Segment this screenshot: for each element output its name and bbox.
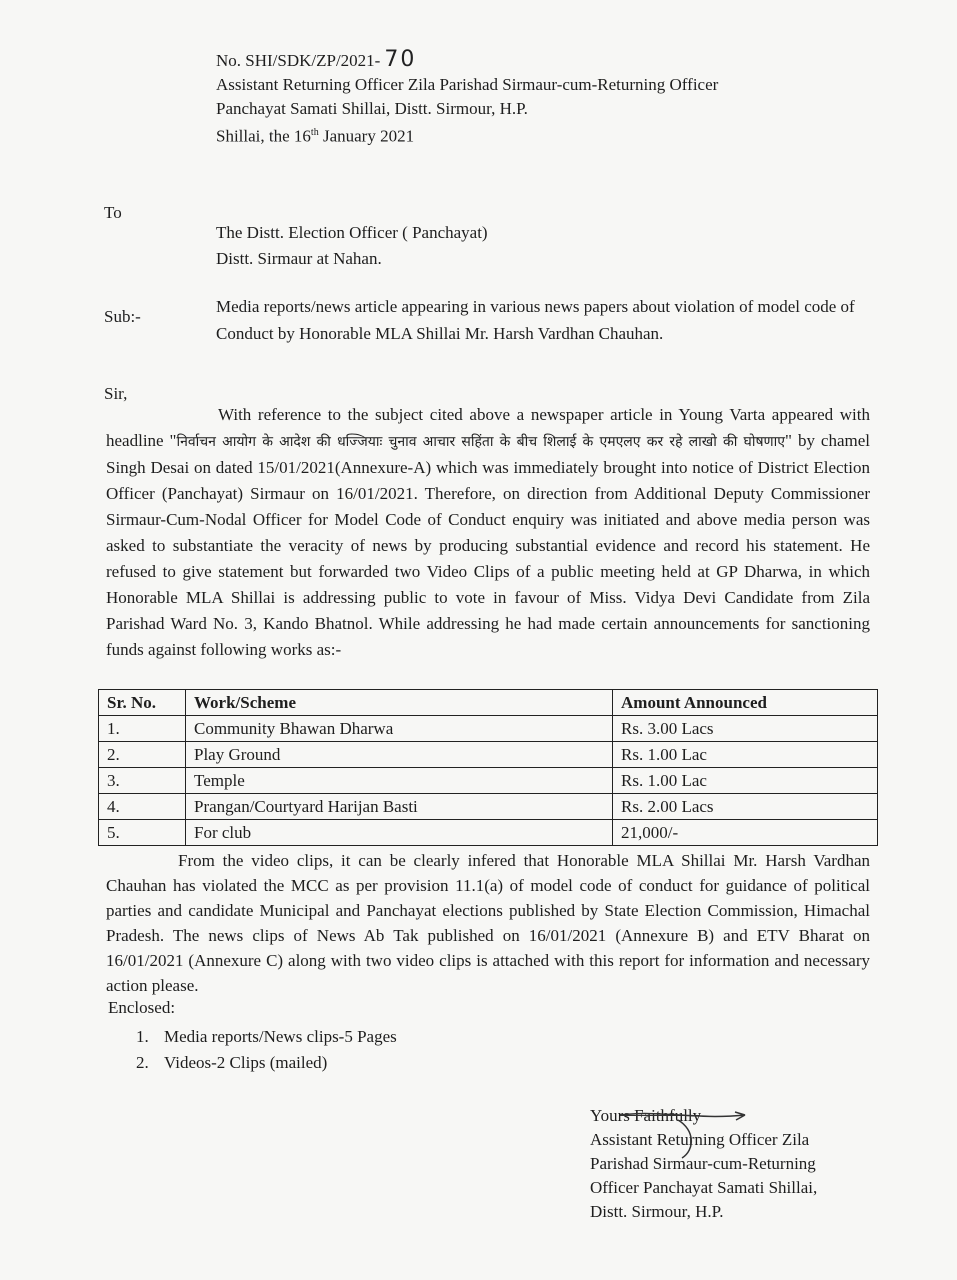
- enclosure-list: [136, 1024, 397, 1076]
- closing: Yours Faithfully: [590, 1106, 702, 1125]
- sender-line-2: Panchayat Samati Shillai, Distt. Sirmour, H.P.: [216, 99, 528, 118]
- list-item: 2. Videos-2 Clips (mailed): [136, 1053, 328, 1072]
- table-cell: Temple: [186, 768, 613, 794]
- hindi-headline: निर्वाचन आयोग के आदेश की धज्जियाः चुनाव आचार सहिंता के बीच शिलाई के एमएलए कर रहे लाखो की घोषणाए: [176, 434, 786, 450]
- signatory-line-1: Assistant Returning Officer Zila: [590, 1130, 810, 1149]
- handwritten-signature-mark: [600, 1110, 760, 1170]
- letter-date: Shillai, the 16th January 2021: [216, 126, 415, 146]
- table-row: [99, 794, 878, 820]
- salutation: Sir,: [104, 384, 128, 403]
- table-cell: Rs. 3.00 Lacs: [613, 716, 878, 742]
- subject-text: Media reports/news article appearing in various news papers about violation of model code of Conduct by Honorable MLA Shillai Mr. Harsh Vardhan Chauhan.: [216, 297, 855, 343]
- subject-label: Sub:-: [104, 307, 141, 326]
- column-header: Sr. No.: [99, 690, 186, 716]
- table-cell: 21,000/-: [613, 820, 878, 846]
- addressee-line-1: The Distt. Election Officer ( Panchayat): [216, 223, 488, 242]
- table-cell: 3.: [99, 768, 186, 794]
- sender-line-1: Assistant Returning Officer Zila Parishad Sirmaur-cum-Returning Officer: [216, 75, 719, 94]
- table-cell: 2.: [99, 742, 186, 768]
- table-cell: Rs. 1.00 Lac: [613, 768, 878, 794]
- body-paragraph-1: With reference to the subject cited above a newspaper article in Young Varta appeared with headline "निर्वाचन आयोग के आदेश की धज्जियाः चुनाव आचार सहिंता के बीच शिलाई के एमएलए कर रहे लाखो की घोषणाए" by chamel Singh Desai on dated 15/01/2021(Annexure-A) which was immediately brought into notice of District Election Officer (Panchayat) Sirmaur on 16/01/2021. Therefore, on direction from Additional Deputy Commissioner Sirmaur-Cum-Nodal Officer for Model Code of Conduct enquiry was initiated and above media person was asked to substantiate the veracity of news by producing substantial evidence and record his statement. He refused to give statement but forwarded two Video Clips of a public meeting held at GP Dharwa, in which Honorable MLA Shillai is addressing public to vote in favour of Miss. Vidya Devi Candidate from Zila Parishad Ward No. 3, Kando Bhatnol. While addressing he had made certain announcements for sanctioning funds against following works as:-: [106, 405, 870, 659]
- enclosed-label: Enclosed:: [108, 998, 176, 1017]
- addressee-line-2: Distt. Sirmaur at Nahan.: [216, 249, 382, 268]
- addressee: [216, 220, 488, 272]
- table-cell: For club: [186, 820, 613, 846]
- body-paragraph-2: From the video clips, it can be clearly infered that Honorable MLA Shillai Mr. Harsh Vardhan Chauhan has violated the MCC as per provision 11.1(a) of model code of conduct for guidance of political parties and candidate Municipal and Panchayat elections published by State Election Commission, Himachal Pradesh. The news clips of News Ab Tak published on 16/01/2021 (Annexure B) and ETV Bharat on 16/01/2021 (Annexure C) along with two video clips is attached with this report for information and necessary action please.: [106, 851, 870, 995]
- reference-number: No. SHI/SDK/ZP/2021- 70: [216, 47, 417, 72]
- to-label: To: [104, 203, 122, 222]
- handwritten-reference-number: 70: [384, 47, 417, 72]
- signatory-line-2: Parishad Sirmaur-cum-Returning: [590, 1154, 816, 1173]
- table-cell: Community Bhawan Dharwa: [186, 716, 613, 742]
- column-header: Work/Scheme: [186, 690, 613, 716]
- letter-header: [216, 48, 718, 149]
- table-cell: 5.: [99, 820, 186, 846]
- table-header-row: [99, 690, 878, 716]
- table-cell: 4.: [99, 794, 186, 820]
- table-row: [99, 742, 878, 768]
- table-row: [99, 820, 878, 846]
- column-header: Amount Announced: [613, 690, 878, 716]
- table-cell: 1.: [99, 716, 186, 742]
- table-cell: Rs. 2.00 Lacs: [613, 794, 878, 820]
- table-cell: Prangan/Courtyard Harijan Basti: [186, 794, 613, 820]
- list-item: 1. Media reports/News clips-5 Pages: [136, 1027, 397, 1046]
- signatory-line-3: Officer Panchayat Samati Shillai,: [590, 1178, 818, 1197]
- table-cell: Play Ground: [186, 742, 613, 768]
- table-cell: Rs. 1.00 Lac: [613, 742, 878, 768]
- table-row: [99, 768, 878, 794]
- works-table: [98, 689, 878, 846]
- table-row: [99, 716, 878, 742]
- signatory-line-4: Distt. Sirmour, H.P.: [590, 1202, 724, 1221]
